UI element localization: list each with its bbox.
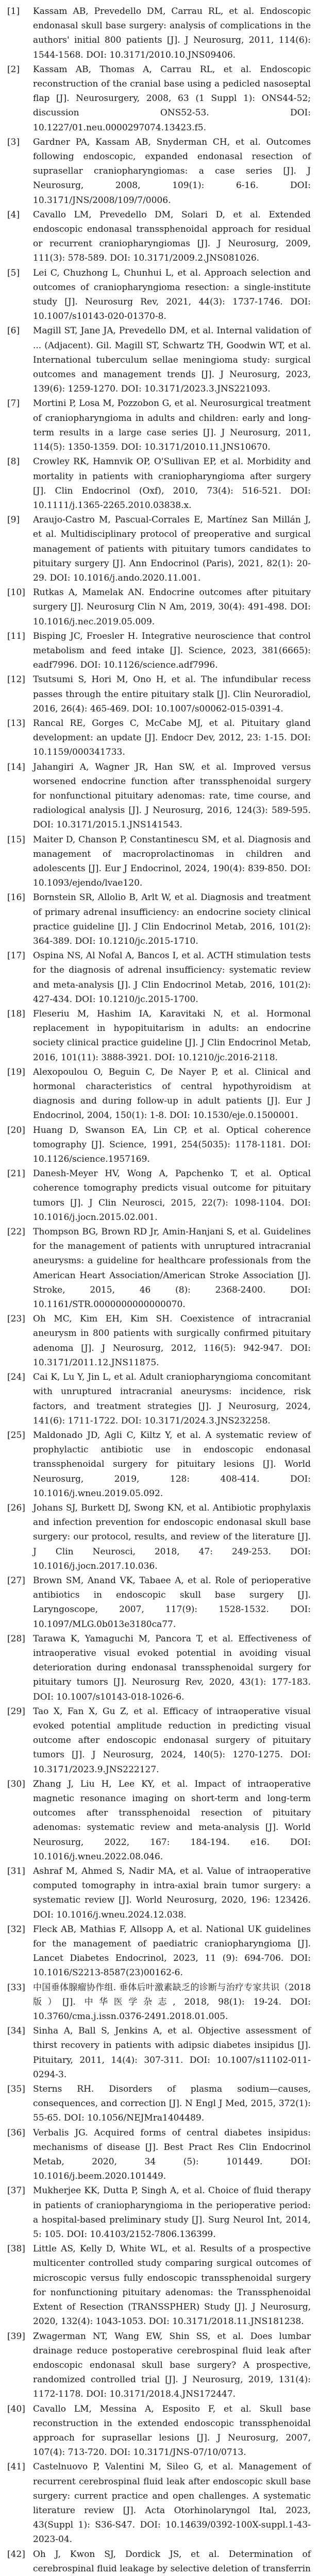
- reference-item: [7, 585, 311, 629]
- reference-item: [7, 716, 311, 760]
- reference-number: [14]: [7, 761, 25, 772]
- reference-number: [6]: [7, 326, 20, 336]
- reference-number: [8]: [7, 456, 20, 467]
- reference-text: Cavallo LM, Prevedello DM, Solari D, et al. Extended endoscopic endonasal transsphenoidal approach for residual or recurrent craniopharyngiomas [J]. J Neurosurg, 2009, 111(3): 578-589. DOI: 10.3171/2009.2.JNS081026.: [33, 209, 311, 264]
- reference-text: Oh MC, Kim EH, Kim SH. Coexistence of intracranial aneurysm in 800 patients with surgically confirmed pituitary adenoma [J]. J Neurosurg, 2012, 116(5): 942-947. DOI: 10.3171/2011.12.JNS11875.: [33, 1314, 311, 1368]
- reference-item: [7, 1980, 311, 2024]
- reference-text: Maldonado JD, Agli C, Kiltz Y, et al. A systematic review of prophylactic antibiotic use in endoscopic endonasal transsphenoidal surgery for pituitary lesions [J]. World Neurosurg, 2019, 128: 408-414. DOI: 10.1016/j.wneu.2019.05.092.: [33, 1430, 311, 1499]
- reference-item: [7, 2242, 311, 2329]
- reference-number: [2]: [7, 64, 20, 75]
- reference-number: [33]: [7, 1982, 25, 1993]
- reference-text: Cavallo LM, Messina A, Esposito F, et al. Skull base reconstruction in the extended endoscopic transsphenoidal approach for suprasellar lesions [J]. J Neurosurg, 2007, 107(4): 713-720. DOI: 10.3171/JNS-07/10/0713.: [33, 2403, 311, 2458]
- reference-item: [7, 948, 311, 1007]
- reference-item: [7, 2183, 311, 2242]
- reference-item: [7, 1065, 311, 1123]
- reference-text: Zwagerman NT, Wang EW, Shin SS, et al. Does lumbar drainage reduce postoperative cerebrospinal fluid leak after endoscopic endonasal skull base surgery? A prospective, randomized controlled trial [J]. J Neurosurg, 2019, 131(4): 1172-1178. DOI: 10.3171/2018.4.JNS172447.: [33, 2331, 311, 2400]
- reference-item: [7, 1428, 311, 1501]
- reference-item: [7, 2024, 311, 2082]
- reference-number: [15]: [7, 834, 25, 845]
- reference-item: [7, 396, 311, 454]
- reference-item: [7, 2126, 311, 2184]
- reference-text: Huang D, Swanson EA, Lin CP, et al. Optical coherence tomography [J]. Science, 1991, 254(5035): 1178-1181. DOI: 10.1126/science.1957169.: [33, 1125, 311, 1165]
- reference-text: Brown SM, Anand VK, Tabaee A, et al. Role of perioperative antibiotics in endoscopic skull base surgery [J]. Laryngoscope, 2007, 117(9): 1528-1532. DOI: 10.1097/MLG.0b013e3180ca77.: [33, 1575, 311, 1630]
- reference-text: Maiter D, Chanson P, Constantinescu SM, et al. Diagnosis and management of macroprolactinomas in children and adolescents [J]. Eur J Endocrinol, 2024, 190(4): 839-850. DOI: 10.1093/ejendo/lvae120.: [33, 834, 311, 889]
- reference-text: Tsutsumi S, Hori M, Ono H, et al. The infundibular recess passes through the entire pituitary stalk [J]. Clin Neuroradiol, 2016, 26(4): 465-469. DOI: 10.1007/s00062-015-0391-4.: [33, 674, 311, 714]
- reference-number: [34]: [7, 2026, 25, 2037]
- reference-item: [7, 1225, 311, 1312]
- reference-item: [7, 208, 311, 266]
- reference-item: [7, 1007, 311, 1065]
- reference-number: [1]: [7, 6, 20, 16]
- reference-item: [7, 2082, 311, 2126]
- reference-number: [18]: [7, 1009, 25, 1020]
- reference-item: [7, 1864, 311, 1922]
- reference-number: [20]: [7, 1125, 25, 1136]
- reference-text: Bornstein SR, Allolio B, Arlt W, et al. Diagnosis and treatment of primary adrenal insufficiency: an endocrine society clinical practice guideline [J]. J Clin Endocrinol Metab, 2016, 101(2): 364-389. DOI: 10.1210/jc.2015-1710.: [33, 892, 311, 946]
- reference-text: Jahangiri A, Wagner JR, Han SW, et al. Improved versus worsened endocrine function after transsphenoidal surgery for nonfunctional pituitary adenomas: rate, time course, and radiological analysis [J]. J Neurosurg, 2016, 124(3): 589-595. DOI: 10.3171/2015.1.JNS141543.: [33, 761, 311, 831]
- reference-item: [7, 454, 311, 513]
- reference-item: [7, 2329, 311, 2402]
- reference-item: [7, 1632, 311, 1704]
- reference-text: Kassam AB, Thomas A, Carrau RL, et al. Endoscopic reconstruction of the cranial base using a pedicled nasoseptal flap [J]. Neurosurgery, 2008, 63 (1 Suppl 1): ONS44-52; discussion ONS52-53. DOI: 10.1227/01.neu.0000297074.13423.f5.: [33, 64, 311, 133]
- reference-number: [32]: [7, 1924, 25, 1935]
- reference-list: [7, 4, 311, 2576]
- reference-item: [7, 1704, 311, 1777]
- reference-text: Danesh-Meyer HV, Wong A, Papchenko T, et al. Optical coherence tomography predicts visual outcome for pituitary tumors [J]. J Clin Neurosci, 2015, 22(7): 1098-1104. DOI: 10.1016/j.jocn.2015.02.001.: [33, 1168, 311, 1223]
- reference-item: [7, 629, 311, 673]
- reference-text: Rancal RE, Gorges C, McCabe MJ, et al. Pituitary gland development: an update [J]. Endocr Dev, 2012, 23: 1-15. DOI: 10.1159/000341733.: [33, 718, 311, 758]
- reference-text: Zhang J, Liu H, Lee KY, et al. Impact of intraoperative magnetic resonance imaging on short-term and long-term outcomes after transsphenoidal resection of pituitary adenomas: systematic review and meta-analysis [J]. World Neurosurg, 2022, 167: 184-194. e16. DOI: 10.1016/j.wneu.2022.08.046.: [33, 1778, 311, 1862]
- reference-text: Little AS, Kelly D, White WL, et al. Results of a prospective multicenter controlled study comparing surgical outcomes of microscopic versus fully endoscopic transsphenoidal surgery for nonfunctioning pituitary adenomas: the Transsphenoidal Extent of Resection (TRANSSPHER) Study [J]. J Neurosurg, 2020, 132(4): 1043-1053. DOI: 10.3171/2018.11.JNS181238.: [33, 2244, 311, 2327]
- reference-text: Kassam AB, Prevedello DM, Carrau RL, et al. Endoscopic endonasal skull base surgery: analysis of complications in the authors' initial 800 patients [J]. J Neurosurg, 2011, 114(6): 1544-1568. DOI: 10.3171/2010.10.JNS09406.: [33, 6, 311, 60]
- reference-text: Fleck AB, Mathias F, Allsopp A, et al. National UK guidelines for the management of paediatric craniopharyngioma [J]. Lancet Diabetes Endocrinol, 2023, 11 (9): 694-706. DOI: 10.1016/S2213-8587(23)00162-6.: [33, 1924, 311, 1978]
- reference-number: [28]: [7, 1633, 25, 1644]
- reference-text: Bisping JC, Froesler H. Integrative neuroscience that control metabolism and feed intake [J]. Science, 2023, 381(6665): eadf7996. DOI: 10.1126/science.adf7996.: [33, 631, 311, 671]
- reference-number: [7]: [7, 398, 20, 409]
- reference-number: [24]: [7, 1372, 25, 1383]
- reference-number: [22]: [7, 1227, 25, 1238]
- reference-item: [7, 1573, 311, 1632]
- reference-item: [7, 2402, 311, 2460]
- reference-number: [30]: [7, 1778, 25, 1789]
- reference-number: [17]: [7, 951, 25, 961]
- reference-text: Sinha A, Ball S, Jenkins A, et al. Objective assessment of thirst recovery in patients with adipsic diabetes insipidus [J]. Pituitary, 2011, 14(4): 307-311. DOI: 10.1007/s11102-011-0294-3.: [33, 2026, 311, 2080]
- reference-number: [39]: [7, 2331, 25, 2342]
- reference-text: 中国垂体腺瘤协作组. 垂体后叶激素缺乏的诊断与治疗专家共识（2018版）[J]. 中华医学杂志, 2018, 98(1): 19-24. DOI: 10.3760/cma.j.issn.0376-2491.2018.01.005.: [33, 1982, 311, 2022]
- reference-number: [38]: [7, 2244, 25, 2255]
- reference-number: [4]: [7, 209, 20, 220]
- reference-number: [25]: [7, 1430, 25, 1440]
- reference-text: Ashraf M, Ahmed S, Nadir MA, et al. Value of intraoperative computed tomography in intra-axial brain tumor surgery: a systematic review [J]. World Neurosurg, 2020, 196: 123426. DOI: 10.1016/j.wneu.2024.12.038.: [33, 1866, 311, 1920]
- reference-number: [3]: [7, 137, 20, 147]
- reference-item: [7, 1370, 311, 1428]
- reference-item: [7, 4, 311, 62]
- reference-item: [7, 2460, 311, 2547]
- reference-number: [21]: [7, 1168, 25, 1179]
- reference-item: [7, 1922, 311, 1980]
- reference-number: [9]: [7, 515, 20, 526]
- reference-number: [37]: [7, 2185, 25, 2196]
- reference-text: Alexopoulou O, Beguin C, De Nayer P, et al. Clinical and hormonal characteristics of central hypothyroidism at diagnosis and during follow-up in adult patients [J]. Eur J Endocrinol, 2004, 150(1): 1-8. DOI: 10.1530/eje.0.1500001.: [33, 1066, 311, 1121]
- reference-text: Castelnuovo P, Valentini M, Sileo G, et al. Management of recurrent cerebrospinal fluid leak after endoscopic skull base surgery: current practice and open challenges. A systematic literature review [J]. Acta Otorhinolaryngol Ital, 2023, 43(Suppl 1): S36-S47. DOI: 10.14639/0392-100X-suppl.1-43-2023-04.: [33, 2462, 311, 2545]
- reference-item: [7, 760, 311, 833]
- reference-number: [11]: [7, 631, 25, 641]
- reference-number: [10]: [7, 587, 25, 598]
- reference-item: [7, 1166, 311, 1225]
- reference-item: [7, 672, 311, 716]
- reference-number: [36]: [7, 2127, 25, 2138]
- reference-number: [40]: [7, 2403, 25, 2414]
- reference-number: [19]: [7, 1066, 25, 1077]
- reference-text: Verbalis JG. Acquired forms of central diabetes insipidus: mechanisms of disease [J]. Best Pract Res Clin Endocrinol Metab, 2020, 34 (5): 101449. DOI: 10.1016/j.beem.2020.101449.: [33, 2127, 311, 2182]
- reference-text: Fleseriu M, Hashim IA, Karavitaki N, et al. Hormonal replacement in hypopituitarism in adults: an endocrine society clinical practice guideline [J]. J Clin Endocrinol Metab, 2016, 101(11): 3888-3921. DOI: 10.1210/jc.2016-2118.: [33, 1009, 311, 1063]
- reference-text: Sterns RH. Disorders of plasma sodium—causes, consequences, and correction [J]. N Engl J Med, 2015, 372(1): 55-65. DOI: 10.1056/NEJMra1404489.: [33, 2084, 311, 2124]
- reference-item: [7, 1312, 311, 1370]
- reference-text: Tao X, Fan X, Gu Z, et al. Efficacy of intraoperative visual evoked potential amplitude reduction in predicting visual outcome after endoscopic endonasal surgery of pituitary tumors [J]. J Neurosurg, 2024, 140(5): 1270-1275. DOI: 10.3171/2023.9.JNS222127.: [33, 1706, 311, 1775]
- reference-item: [7, 324, 311, 396]
- reference-item: [7, 135, 311, 208]
- reference-number: [16]: [7, 892, 25, 903]
- reference-text: Oh J, Kwon SJ, Dordick JS, et al. Determination of cerebrospinal fluid leakage by selective deletion of transferrin: [33, 2549, 311, 2574]
- reference-text: Johans SJ, Burkett DJ, Swong KN, et al. Antibiotic prophylaxis and infection prevention for endoscopic endonasal skull base surgery: our protocol, results, and review of the literature [J]. J Clin Neurosci, 2018, 47: 249-253. DOI: 10.1016/j.jocn.2017.10.036.: [33, 1502, 311, 1571]
- reference-text: Araujo-Castro M, Pascual-Corrales E, Martínez San Millán J, et al. Multidisciplinary protocol of preoperative and surgical management of patients with pituitary tumors candidates to pituitary surgery [J]. Ann Endocrinol (Paris), 2021, 82(1): 20-29. DOI: 10.1016/j.ando.2020.11.001.: [33, 515, 311, 583]
- reference-text: Rutkas A, Mamelak AN. Endocrine outcomes after pituitary surgery [J]. Neurosurg Clin N Am, 2019, 30(4): 491-498. DOI: 10.1016/j.nec.2019.05.009.: [33, 587, 311, 627]
- reference-number: [41]: [7, 2462, 25, 2472]
- reference-text: Mortini P, Losa M, Pozzobon G, et al. Neurosurgical treatment of craniopharyngioma in adults and children: early and long-term results in a large case series [J]. J Neurosurg, 2011, 114(5): 1350-1359. DOI: 10.3171/2010.11.JNS10670.: [33, 398, 311, 453]
- reference-item: [7, 1501, 311, 1573]
- reference-text: Mukherjee KK, Dutta P, Singh A, et al. Choice of fluid therapy in patients of craniopharyngioma in the perioperative period: a hospital-based preliminary study [J]. Surg Neurol Int, 2014, 5: 105. DOI: 10.4103/2152-7806.136399.: [33, 2185, 311, 2240]
- reference-text: Thompson BG, Brown RD Jr, Amin-Hanjani S, et al. Guidelines for the management of patients with unruptured intracranial aneurysms: a guideline for healthcare professionals from the American Heart Association/American Stroke Association [J]. Stroke, 2015, 46 (8): 2368-2400. DOI: 10.1161/STR.0000000000000070.: [33, 1227, 311, 1310]
- reference-number: [13]: [7, 718, 25, 728]
- reference-number: [27]: [7, 1575, 25, 1586]
- reference-item: [7, 890, 311, 948]
- reference-item: [7, 513, 311, 585]
- reference-number: [26]: [7, 1502, 25, 1513]
- reference-number: [31]: [7, 1866, 25, 1876]
- reference-number: [5]: [7, 267, 20, 278]
- reference-text: Crowley RK, Hamnvik OP, O'Sullivan EP, et al. Morbidity and mortality in patients with craniopharyngioma after surgery [J]. Clin Endocrinol (Oxf), 2010, 73(4): 516-521. DOI: 10.1111/j.1365-2265.2010.03838.x.: [33, 456, 311, 511]
- reference-number: [29]: [7, 1706, 25, 1717]
- reference-number: [42]: [7, 2549, 25, 2560]
- reference-item: [7, 62, 311, 135]
- reference-item: [7, 1123, 311, 1167]
- reference-item: [7, 1777, 311, 1864]
- reference-text: Lei C, Chuzhong L, Chunhui L, et al. Approach selection and outcomes of craniopharyngioma resection: a single-institute study [J]. Neurosurg Rev, 2021, 44(3): 1737-1746. DOI: 10.1007/s10143-020-01370-8.: [33, 267, 311, 322]
- reference-item: [7, 2547, 311, 2576]
- reference-item: [7, 833, 311, 891]
- reference-text: Ospina NS, Al Nofal A, Bancos I, et al. ACTH stimulation tests for the diagnosis of adrenal insufficiency: systematic review and meta-analysis [J]. J Clin Endocrinol Metab, 2016, 101(2): 427-434. DOI: 10.1210/jc.2015-1700.: [33, 951, 311, 1005]
- reference-text: Tarawa K, Yamaguchi M, Pancora T, et al. Effectiveness of intraoperative visual evoked potential in avoiding visual deterioration during endonasal transsphenoidal surgery for pituitary tumors [J]. Neurosurg Rev, 2020, 43(1): 177-183. DOI: 10.1007/s10143-018-1026-6.: [33, 1633, 311, 1702]
- reference-text: Cai K, Lu Y, Jin L, et al. Adult craniopharyngioma concomitant with unruptured intracranial aneurysms: incidence, risk factors, and treatment strategies [J]. J Neurosurg, 2024, 141(6): 1711-1722. DOI: 10.3171/2024.3.JNS232258.: [33, 1372, 311, 1426]
- reference-number: [23]: [7, 1314, 25, 1325]
- reference-text: Magill ST, Jane JA, Prevedello DM, et al. Internal validation of ... (Adjacent). Gil. Magill ST, Schwartz TH, Goodwin WT, et al. International tuberculum sellae meningioma study: surgical outcomes and management trends [J]. J Neurosurg, 2023, 139(6): 1259-1270. DOI: 10.3171/2023.3.JNS221093.: [33, 326, 311, 395]
- reference-text: Gardner PA, Kassam AB, Snyderman CH, et al. Outcomes following endoscopic, expanded endonasal resection of suprasellar craniopharyngiomas: a case series [J]. J Neurosurg, 2008, 109(1): 6-16. DOI: 10.3171/JNS/2008/109/7/0006.: [33, 137, 311, 206]
- reference-number: [35]: [7, 2084, 25, 2095]
- reference-item: [7, 266, 311, 324]
- reference-number: [12]: [7, 674, 25, 685]
